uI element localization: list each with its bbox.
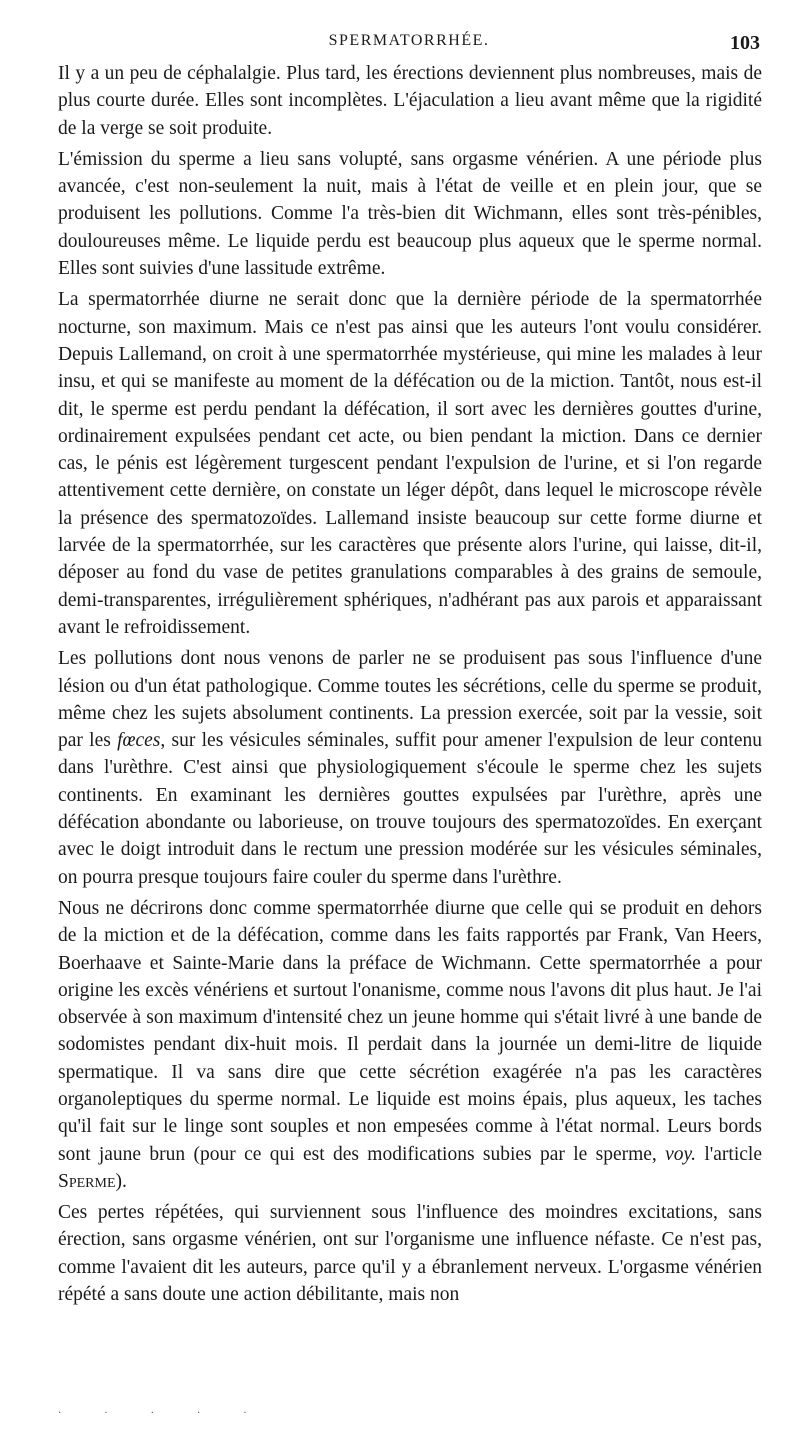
paragraph-5-after: ). bbox=[115, 1170, 127, 1192]
paragraph-5-italic: voy. bbox=[665, 1143, 696, 1165]
page-header bbox=[58, 28, 760, 58]
paragraph-5-before: Nous ne décrirons donc comme spermatorrhée diurne que celle qui se produit en dehors de la miction et de la défécation, comme dans les faits rapportés par Frank, Van Heers, Boerhaave et Sainte-Marie dans la préface de Wichmann. Cette spermatorrhée a pour origine les excès vénériens et surtout l'onanisme, comme nous l'avons dit plus haut. Je l'ai observée à son maximum d'intensité chez un jeune homme qui s'était livré à une bande de sodomistes pendant dix-huit mois. Il perdait dans la journée un demi-litre de liquide spermatique. Il va sans dire que cette sécrétion exagérée n'a pas les caractères organoleptiques du sperme normal. Le liquide est moins épais, plus aqueux, les taches qu'il fait sur le linge sont souples et non empesées comme à l'état normal. Leurs bords sont jaune brun (pour ce qui est des modifications subies par le sperme, bbox=[58, 897, 762, 1165]
footer-marks: · · · · · bbox=[58, 1408, 267, 1419]
paragraph-2: L'émission du sperme a lieu sans volupté, sans orgasme vénérien. A une période plus avancée, c'est non-seulement la nuit, mais à l'état de veille et en plein jour, que se produisent les pollutions. Comme l'a très-bien dit Wichmann, elles sont très-pénibles, douloureuses même. Le liquide perdu est beaucoup plus aqueux que le sperme normal. Elles sont suivies d'une lassitude extrême. bbox=[58, 148, 762, 280]
paragraph-3: La spermatorrhée diurne ne serait donc que la dernière période de la spermatorrhée nocturne, son maximum. Mais ce n'est pas ainsi que les auteurs l'ont voulu considérer. Depuis Lallemand, on croit à une spermatorrhée mystérieuse, qui mine les malades à leur insu, et qui se manifeste au moment de la défécation ou de la miction. Tantôt, nous est-il dit, le sperme est perdu pendant la défécation, il sort avec les dernières gouttes d'urine, ordinairement expulsées pendant cet acte, ou bien pendant la miction. Dans ce dernier cas, le pénis est légèrement turgescent pendant l'expulsion de l'urine, et si l'on regarde attentivement cette dernière, on constate un léger dépôt, dans lequel le microscope révèle la présence des spermatozoïdes. Lallemand insiste beaucoup sur cette forme diurne et larvée de la spermatorrhée, sur les caractères que présente alors l'urine, qui laisse, dit-il, déposer au fond du vase de petites granulations comparables à des grains de semoule, demi-transparentes, irrégulièrement sphériques, n'adhérant pas aux parois et apparaissant avant le refroidissement. bbox=[58, 289, 762, 638]
paragraph-4-italic: fœces bbox=[117, 730, 161, 752]
paragraph-4-after: , sur les vésicules séminales, suffit pour amener l'expulsion de leur contenu dans l'urèthre. C'est ainsi que physiologiquement s'écoule le sperme chez les sujets continents. En examinant les dernières gouttes expulsées par l'urèthre, après une défécation abondante ou laborieuse, on trouve toujours des spermatozoïdes. En exerçant avec le doigt introduit dans le rectum une pression modérée sur les vésicules séminales, on pourra presque toujours faire couler du sperme dans l'urèthre. bbox=[58, 730, 762, 888]
paragraph-4 bbox=[58, 645, 762, 891]
paragraph-5 bbox=[58, 895, 762, 1195]
paragraph-5-smallcaps: Sperme bbox=[58, 1170, 116, 1192]
paragraph-1: Il y a un peu de céphalalgie. Plus tard, les érections deviennent plus nombreuses, mais de plus courte durée. Elles sont incomplètes. L'éjaculation a lieu avant même que la rigidité de la verge se soit produite. bbox=[58, 63, 762, 139]
paragraph-4-before: Les pollutions dont nous venons de parler ne se produisent pas sous l'influence d'une lésion ou d'un état pathologique. Comme toutes les sécrétions, celle du sperme se produit, même chez les sujets absolument continents. La pression exercée, soit par la vessie, soit par les bbox=[58, 648, 762, 752]
page-number: 103 bbox=[730, 32, 760, 54]
running-title: SPERMATORRHÉE. bbox=[328, 32, 490, 49]
paragraph-6: Ces pertes répétées, qui surviennent sous l'influence des moindres excitations, sans érection, sans orgasme vénérien, ont sur l'organisme une influence néfaste. Ce n'est pas, comme l'avaient dit les auteurs, parce qu'il y a ébranlement nerveux. L'orgasme vénérien répété a sans doute une action débilitante, mais non bbox=[58, 1202, 762, 1306]
body-text bbox=[58, 60, 762, 1308]
paragraph-5-middle: l'article bbox=[696, 1143, 762, 1165]
